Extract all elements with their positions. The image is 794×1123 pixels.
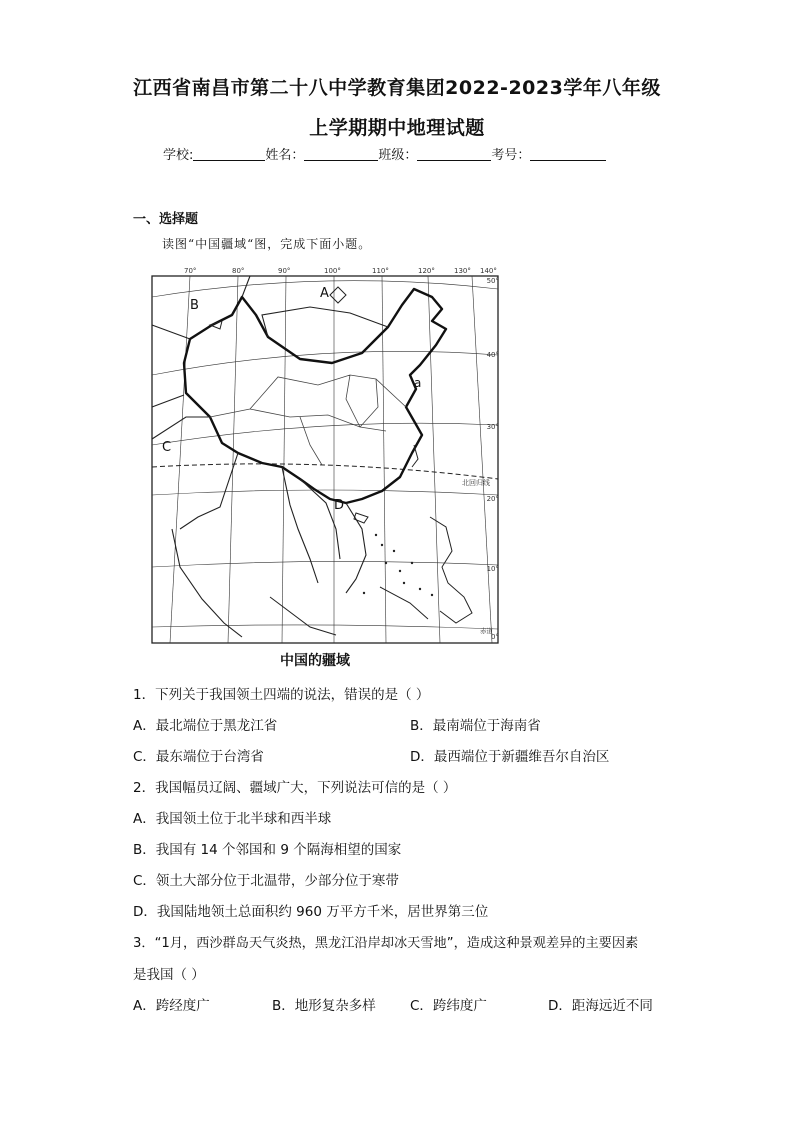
map-letter-a-upper: A (320, 286, 329, 301)
lon-label: 120° (418, 267, 435, 275)
student-info-line (163, 144, 606, 163)
lon-label: 80° (232, 267, 245, 275)
map-letter-d: D (334, 498, 345, 513)
question-intro: 读图“中国疆域“图，完成下面小题。 (162, 237, 372, 251)
document-title-line1: 江西省南昌市第二十八中学教育集团2022-2023学年八年级 (133, 77, 661, 99)
lon-label: 90° (278, 267, 291, 275)
question-2-option-a[interactable]: A．我国领土位于北半球和西半球 (133, 811, 332, 827)
lon-label: 130° (454, 267, 471, 275)
lon-label: 70° (184, 267, 197, 275)
question-3-option-a[interactable]: A．跨经度广 (133, 998, 210, 1014)
question-3-stem-line1: 3．“1月，西沙群岛天气炎热，黑龙江沿岸却冰天雪地”，造成这种景观差异的主要因素 (133, 936, 639, 951)
question-2-option-c[interactable]: C．领土大部分位于北温带，少部分位于寒带 (133, 873, 399, 889)
question-1-option-d[interactable]: D．最西端位于新疆维吾尔自治区 (410, 749, 610, 765)
question-3-option-c[interactable]: C．跨纬度广 (410, 998, 487, 1014)
tropic-label: 北回归线 (462, 479, 490, 487)
number-blank[interactable] (530, 148, 606, 161)
map-letter-a-lower: a (414, 376, 422, 390)
map-caption: 中国的疆域 (280, 653, 350, 669)
document-title-line2: 上学期期中地理试题 (309, 117, 485, 139)
question-2-option-b[interactable]: B．我国有 14 个邻国和 9 个隔海相望的国家 (133, 842, 402, 858)
class-label: 班级： (378, 148, 418, 163)
lon-label: 100° (324, 267, 341, 275)
school-blank[interactable] (193, 148, 265, 161)
lat-label: 20° (486, 495, 499, 503)
name-label: 姓名： (265, 148, 305, 163)
china-territory-map (150, 267, 500, 645)
class-blank[interactable] (417, 148, 491, 161)
lat-label: 10° (486, 565, 499, 573)
lat-label: 40° (486, 351, 499, 359)
lat-label: 30° (486, 423, 499, 431)
question-3-option-d[interactable]: D．距海远近不同 (548, 998, 653, 1014)
question-1-option-a[interactable]: A．最北端位于黑龙江省 (133, 718, 278, 734)
lat-label: 0° (491, 633, 499, 641)
question-3-option-b[interactable]: B．地形复杂多样 (272, 998, 376, 1014)
question-1-option-c[interactable]: C．最东端位于台湾省 (133, 749, 264, 765)
map-letter-c: C (162, 440, 172, 455)
question-2-stem: 2．我国幅员辽阔、疆域广大，下列说法可信的是（ ） (133, 780, 457, 796)
lon-label: 140° (480, 267, 497, 275)
question-1-option-b[interactable]: B．最南端位于海南省 (410, 718, 541, 734)
question-3-stem-line2: 是我国（ ） (133, 967, 205, 983)
name-blank[interactable] (304, 148, 378, 161)
number-label: 考号： (491, 148, 531, 163)
lon-label: 110° (372, 267, 389, 275)
section-title: 一、选择题 (133, 212, 199, 227)
question-1-stem: 1．下列关于我国领土四端的说法，错误的是（ ） (133, 687, 430, 703)
lat-label: 50° (486, 277, 499, 285)
school-label: 学校: (163, 148, 194, 163)
map-letter-b: B (190, 298, 199, 313)
question-2-option-d[interactable]: D．我国陆地领土总面积约 960 万平方千米，居世界第三位 (133, 904, 489, 920)
equator-label: 赤道 (480, 627, 493, 635)
